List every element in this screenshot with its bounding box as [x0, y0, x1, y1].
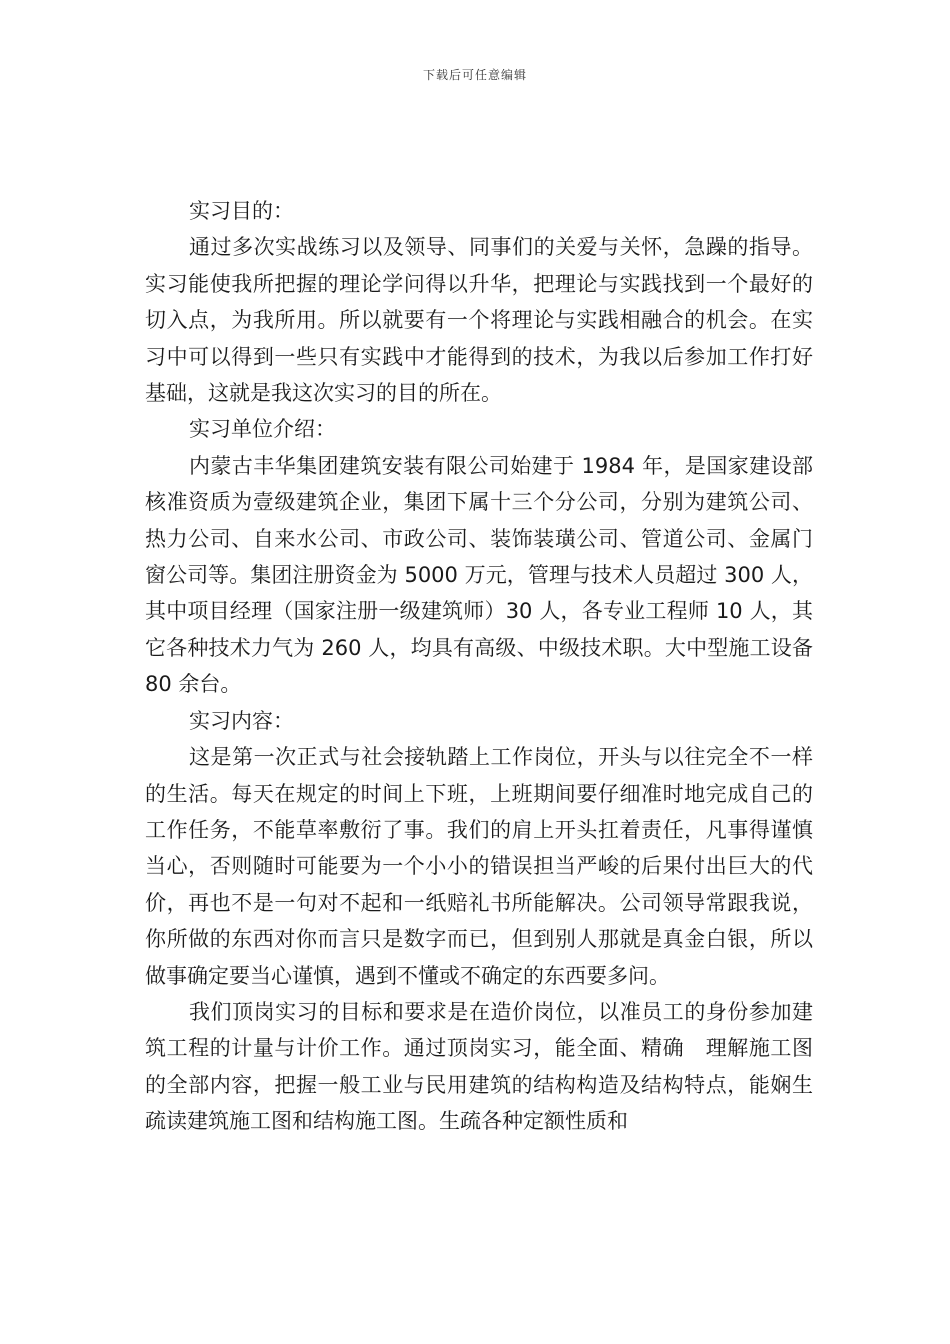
- content-paragraph-2: 我们顶岗实习的目标和要求是在造价岗位，以准员工的身份参加建筑工程的计量与计价工作。通过顶岗实习，能全面、精确 理解施工图的全部内容，把握一般工业与民用建筑的结构构造及结构特点，能娴生疏读建筑施工图和结构施工图。生疏各种定额性质和: [145, 999, 813, 1134]
- purpose-paragraph: 通过多次实战练习以及领导、同事们的关爱与关怀，急躁的指导。实习能使我所把握的理论学问得以升华，把理论与实践找到一个最好的切入点，为我所用。所以就要有一个将理论与实践相融合的机会。在实习中可以得到一些只有实践中才能得到的技术，为我以后参加工作打好基础，这就是我这次实习的目的所在。: [145, 235, 813, 406]
- document-body: [145, 193, 813, 1140]
- content-paragraph-1: 这是第一次正式与社会接轨踏上工作岗位，开头与以往完全不一样的生活。每天在规定的时间上下班，上班期间要仔细准时地完成自己的工作任务，不能草率敷衍了事。我们的肩上开头扛着责任，凡事得谨慎当心，否则随时可能要为一个小小的错误担当严峻的后果付出巨大的代价，再也不是一句对不起和一纸赔礼书所能解决。公司领导常跟我说，你所做的东西对你而言只是数字而已，但到别人那就是真金白银，所以做事确定要当心谨慎，遇到不懂或不确定的东西要多问。: [145, 745, 813, 988]
- unit-heading: 实习单位介绍：: [189, 417, 336, 442]
- purpose-heading: 实习目的：: [189, 199, 294, 223]
- header-note: 下载后可任意编辑: [422, 68, 527, 82]
- content-heading: 实习内容：: [189, 708, 294, 733]
- unit-paragraph: 内蒙古丰华集团建筑安装有限公司始建于 1984 年，是国家建设部核准资质为壹级建筑企业，集团下属十三个分公司，分别为建筑公司、热力公司、自来水公司、市政公司、装饰装璜公司、管道公司、金属门窗公司等。集团注册资金为 5000 万元，管理与技术人员超过 300 人，其中项目经理（国家注册一级建筑师）30 人，各专业工程师 10 人，其它各种技术力气为 260 人，均具有高级、中级技术职。大中型施工设备 80 余台。: [145, 453, 813, 697]
